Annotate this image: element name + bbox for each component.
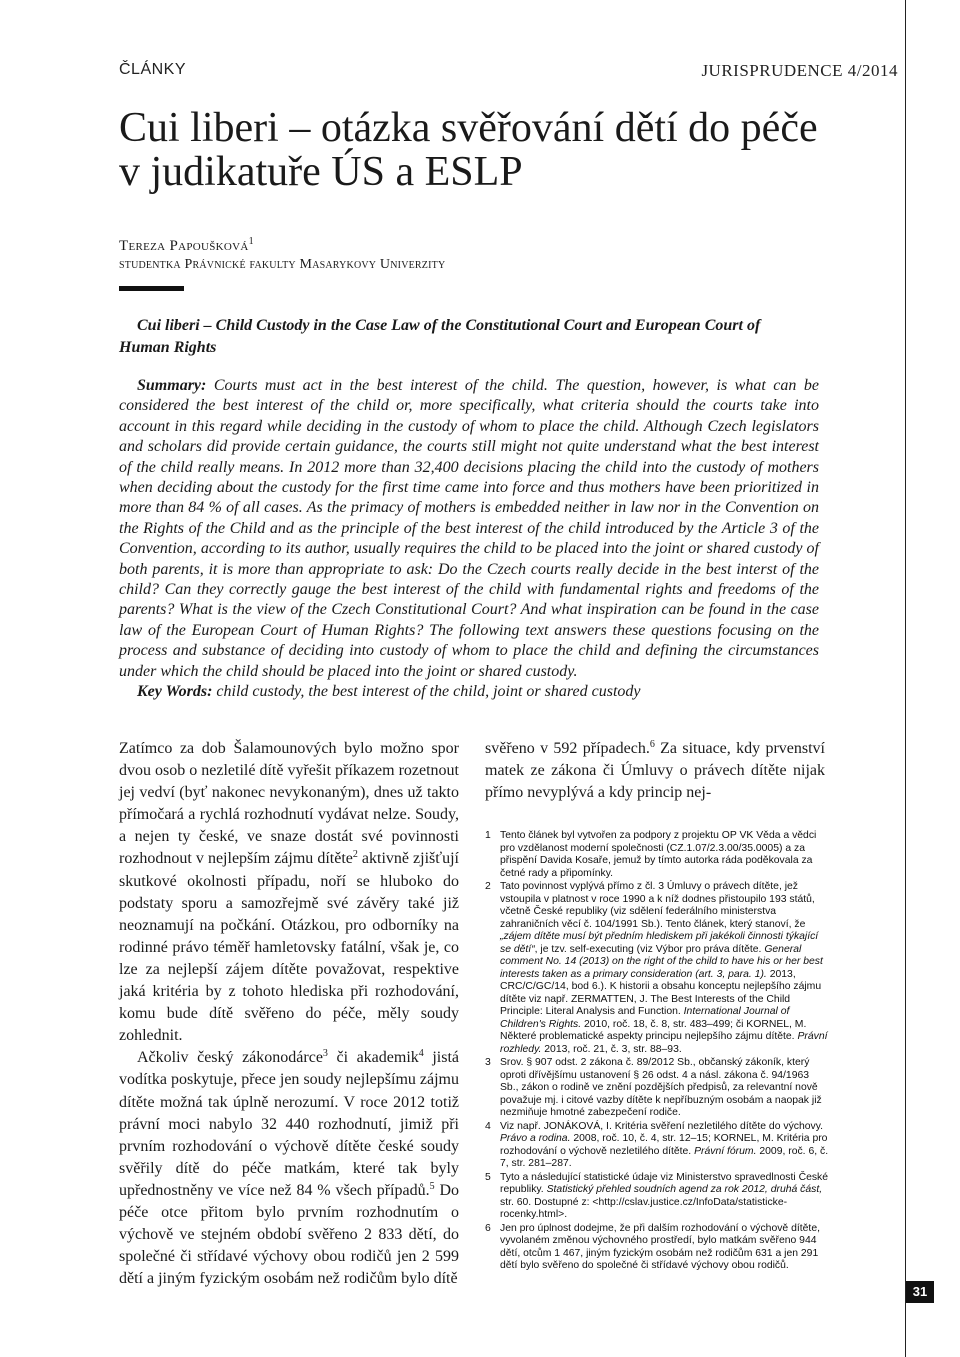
footnote-2	[485, 881, 830, 1056]
journal-issue: JURISPRUDENCE 4/2014	[701, 61, 898, 80]
english-title-line-2: Human Rights	[119, 339, 217, 356]
footnote-text: 2010, roč. 18, č. 8, str. 483–499; či KORNEL, M. Některé problematické aspekty principu nejlepšího zájmu dítěte.	[500, 1018, 807, 1042]
body-text: svěřeno v 592 případech.	[485, 740, 650, 757]
author-name-text: Tereza Papoušková	[119, 238, 249, 254]
footnote-3	[485, 1057, 830, 1120]
footnote-ref-4: 4	[418, 1048, 424, 1060]
page-number: 31	[906, 1281, 934, 1303]
footnote-number: 3	[485, 1057, 491, 1068]
article-title-line-1: Cui liberi – otázka svěřování dětí do péče	[119, 105, 818, 151]
separator-bar	[119, 286, 184, 291]
body-text: Ačkoliv český zákonodárce	[137, 1049, 323, 1067]
footnote-number: 6	[485, 1222, 491, 1234]
footnote-text: Srov. § 907 odst. 2 zákona č. 89/2012 Sb., občanský zákoník, který oproti dřívějšímu ustanovení § 26 odst. 4 a násl. zákona č. 94/1963 Sb., zákon o rodině ve znění pozdějších předpisů, za relevantní nově považuje mj. i citové vazby dítěte k nepříbuzným osobám a naopak již nezmiňuje hmotné zabezpečení rodiče.	[500, 1057, 822, 1118]
article-title	[119, 106, 879, 194]
footnote-4	[485, 1121, 830, 1171]
footnote-text: Statistický přehled soudních agend za rok 2012, druhá část,	[546, 1184, 823, 1195]
footnote-text: 2008, roč. 10, č. 4, str. 12–15; KORNEL, M. Kritéria pro rozhodování o výchově nezletilého dítěte.	[500, 1133, 828, 1157]
footnote-ref-6: 6	[649, 739, 655, 750]
footnote-text: Tyto a následující statistické údaje viz Ministerstvo spravedlnosti České republiky.	[500, 1171, 829, 1195]
footnote-text: Právo a rodina.	[500, 1133, 571, 1144]
footnote-text: Právní rozhledy.	[500, 1031, 828, 1055]
english-title-line-1: Cui liberi – Child Custody in the Case Law of the Constitutional Court and European Court of	[137, 317, 761, 334]
footnote-text: , je tzv. self-executing (viz Výbor pro práva dítěte.	[534, 943, 765, 955]
article-title-line-2: v judikatuře ÚS a ESLP	[119, 149, 523, 195]
keywords-label: Key Words:	[137, 683, 213, 701]
footnote-ref-5: 5	[429, 1180, 435, 1192]
english-title	[119, 315, 839, 359]
author-affiliation: studentka Právnické fakulty Masarykovy Univerzity	[119, 257, 446, 272]
footnote-number: 1	[485, 830, 491, 841]
footnote-text: Tento článek byl vytvořen za podpory z projektu OP VK Věda a vědci pro vzdělanost moderní společnosti (CZ.1.07/2.3.00/35.0005) a za přispění Davida Kosaře, jemuž by tímto autorka ráda poděkovala za četné rady a připomínky.	[500, 830, 817, 879]
footnote-ref-1: 1	[248, 236, 254, 247]
footnote-text: General comment No. 14 (2013) on the right of the child to have his or her best interests taken as a primary consideration (art. 3, para. 1).	[500, 943, 823, 980]
footnote-text: „zájem dítěte musí být předním hlediskem při jakékoli činnosti týkající se dětí“	[500, 931, 819, 955]
footnote-text: International Journal of Children's Rights.	[500, 1006, 790, 1030]
footnote-ref-3: 3	[322, 1048, 328, 1060]
summary-label: Summary:	[137, 377, 207, 394]
body-text: Za situace, kdy prvenství matek ze zákona či Úmluvy o právech dítěte nijak přímo nevyplývá a kdy princip nej-	[485, 740, 825, 802]
body-paragraph-3	[485, 738, 825, 804]
footnote-text: 2013, CRC/C/GC/14, bod 6.). K historii a obsahu konceptu nejlepšího zájmu dítěte viz např. ZERMATTEN, J. The Best Interests of the Child Principle: Literal Analysis and Function.	[500, 968, 822, 1017]
footnote-6	[485, 1223, 830, 1273]
footnote-text: Jen pro úplnost dodejme, že při dalším rozhodování o výchově dítěte, vyvolaném změnou výchovného prostředí, bylo matkám svěřeno 944 dětí, otcům 1 467, jiným fyzickým osobám než rodičům 631 a jen 291 dětí bylo svěřeno do společné či střídavé výchovy obou rodičů.	[500, 1222, 820, 1271]
footnote-ref-2: 2	[352, 849, 358, 861]
footnote-text: 2009, roč. 6, č. 7, str. 281–287.	[500, 1145, 829, 1169]
footnote-text: Tato povinnost vyplývá přímo z čl. 3 Úmluvy o právech dítěte, jež vstoupila v platnost v roce 1990 a k níž dodnes přistoupilo 193 států, včetně České republiky (viz sdělení federálního ministerstva zahraničních věcí č. 104/1991 Sb.). Tento článek, který stanoví, že	[500, 881, 815, 930]
footnote-number: 4	[485, 1120, 491, 1132]
body-text: jistá vodítka poskytuje, přece jen soudy nejlepšímu zájmu dítěte možná tak úplně nerozumí. V roce 2012 totiž právní moci nabylo 32 440 rozhodnutí, jimiž při prvním rozhodování o výchově dítěte české soudy svěřily dítě do péče matkám, které tak byly upřednostněny ve více než 84 % všech případů.	[119, 1049, 459, 1199]
abstract	[119, 376, 819, 703]
keywords-text: child custody, the best interest of the child, joint or shared custody	[212, 683, 641, 701]
footnote-number: 5	[485, 1171, 491, 1183]
body-column-right	[485, 738, 825, 804]
body-text: či akademik	[327, 1049, 419, 1067]
section-label: ČLÁNKY	[119, 61, 187, 78]
footnote-number: 2	[485, 881, 491, 892]
footnote-text: Právní fórum.	[694, 1145, 757, 1157]
summary-text: Courts must act in the best interest of the child. The question, however, is what can be considered the best interest of the child or, more specifically, what criteria should the courts take into account in this regard while deciding in the custody of whom to place the child. Although Czech legislators and scholars did provide certain guidance, the courts still might not quite understand what the best interest of the child really means. In 2012 more than 32,400 decisions placing the child into the custody of mothers when deciding about the custody for the first time came into force and thus mothers have been prioritized in more than 84 % of all cases. As the primacy of mothers is embedded neither in law nor in the Convention on the Rights of the Child and as the principle of the best interest of the child introduced by the Article 3 of the Convention, according to its author, usually requires the child to be placed into the joint or shared custody of both parents, it is more than appropriate to ask: Do the Czech courts really decide in the best interst of the child? Can they correctly gauge the best interest of the child with fundamental rights and freedoms of the parents? What is the view of the Czech Constitutional Court? And what inspiration can be found in the case law of the European Court of Human Rights? The following text answers these questions focusing on the process and substance of deciding into custody of whom to place the child and defining the circumstances under which the child should be placed into the joint or shared custody.	[119, 377, 819, 680]
abstract-summary	[119, 376, 819, 682]
author-name	[119, 238, 254, 255]
footnote-text: Viz např. JONÁKOVÁ, I. Kritéria svěření nezletilého dítěte do výchovy.	[500, 1120, 824, 1132]
footnote-text: str. 60. Dostupné z: <http://cslav.justice.cz/InfoData/statisticke-rocenky.html>.	[500, 1196, 788, 1220]
body-text: Do péče otce přitom bylo prvním rozhodnutím o výchově ve stejném období svěřeno 2 833 dětí, do společné či střídavé výchovy obou rodičů jen 2 599 dětí a jiným fyzickým osobám než rodičům bylo dítě	[119, 1181, 459, 1288]
body-paragraph-1	[119, 738, 459, 1047]
footnote-5	[485, 1172, 830, 1222]
footnote-1	[485, 830, 830, 880]
body-text: Zatímco za dob Šalamounových bylo možno spor dvou osob o nezletilé dítě vyřešit příkazem rozetnout jej vedví (byť nakonec nevykonaným), dnes už takto přímočará a rychlá rozhodnutí vydávat nelze. Soudy, a nejen ty české, ve snaze dostát své povinnosti rozhodnout v nejlepším zájmu dítěte	[119, 740, 459, 868]
body-text: aktivně zjišťují skutkové okolnosti případu, noří se hluboko do podstaty sporu a samozřejmě své závěry také již neoznamují na počkání. Otázkou, pro odborníky na rodinné právo téměř hamletovsky fatální, však je, co lze za nejlepší zájem dítěte považovat, respektive jaká kritéria by z tohoto hlediska při rozhodování, komu bude dítě svěřeno do péče, měly soudy zohlednit.	[119, 850, 459, 1045]
footnotes	[485, 830, 830, 1274]
body-column-left	[119, 738, 459, 1290]
abstract-keywords	[119, 682, 819, 702]
page-edge-rule	[905, 0, 906, 1357]
body-paragraph-2	[119, 1047, 459, 1290]
footnote-text: 2013, roč. 21, č. 3, str. 88–93.	[541, 1043, 682, 1055]
